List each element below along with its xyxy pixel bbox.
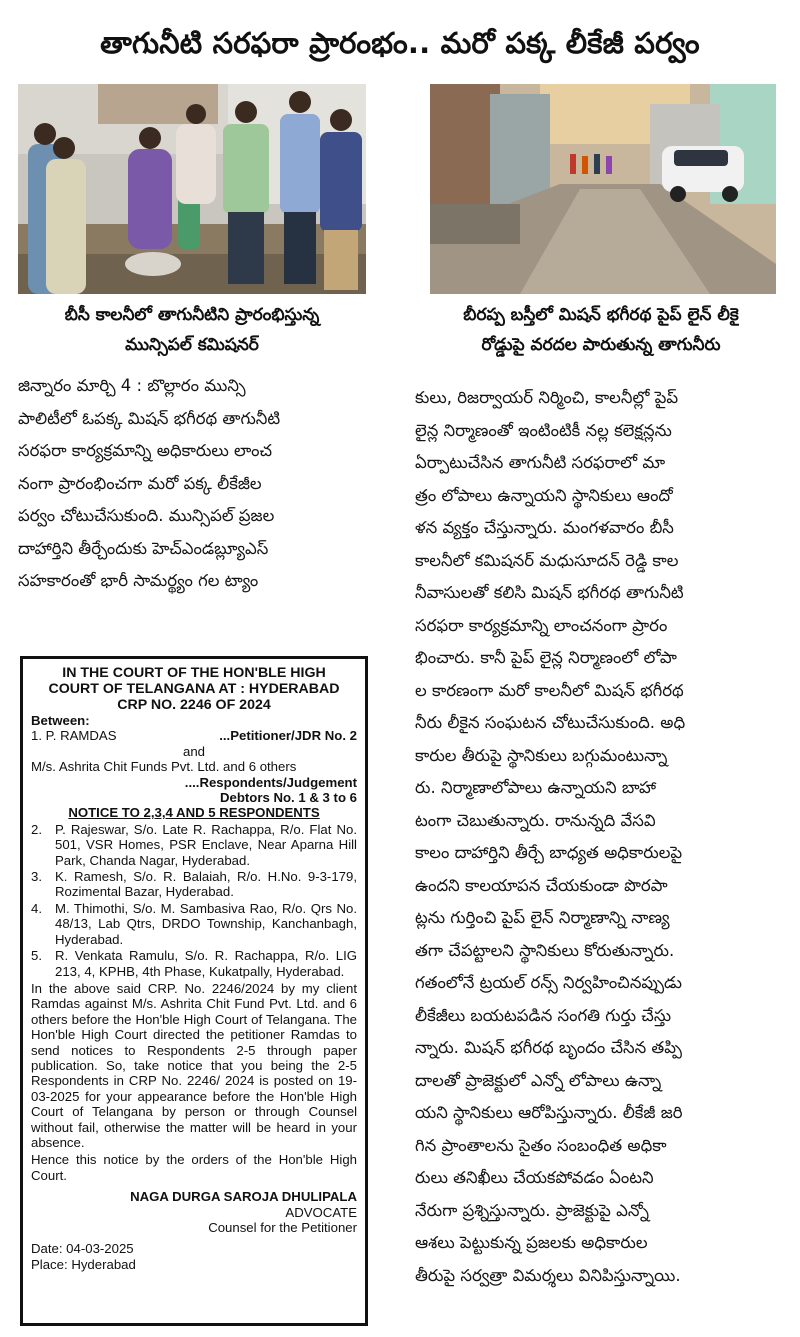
photo-inauguration [18,84,366,294]
photo-leakage [430,84,776,294]
respondent-item [31,822,357,868]
respondent-number: 5. [31,948,42,964]
headline: తాగునీటి సరఫరా ప్రారంభం.. మరో పక్క లీకేజీ పర్వం [100,26,700,60]
court-name-line: IN THE COURT OF THE HON'BLE HIGH [62,665,326,681]
article-line: ళన వ్యక్తం చేస్తున్నారు. మంగళవారం బీసీ [415,518,674,537]
and-label: and [182,743,205,759]
notice-heading: NOTICE TO 2,3,4 AND 5 RESPONDENTS [68,805,320,821]
notice-date: Date: 04-03-2025 [31,1241,134,1257]
advocate-title: ADVOCATE [285,1204,357,1220]
respondent-item [31,901,357,947]
article-line: రులు తనిఖీలు చేయకపోవడం ఏంటని [415,1168,654,1187]
respondents-role: Debtors No. 1 & 3 to 6 [219,790,357,806]
article-line: నీరు లీకైన సంఘటన చోటుచేసుకుంది. అధి [415,713,686,732]
photo-inauguration-image [18,84,366,294]
respondent-number: 2. [31,821,42,837]
caption-right-line: రోడ్డుపై వరదల పారుతున్న తాగునీరు [481,335,721,355]
respondent-item [31,869,357,900]
petitioner-row [31,728,357,743]
article-line: యని స్థానికులు ఆరోపిస్తున్నారు. లీకేజీ జరి [415,1103,683,1122]
respondent-address: M. Thimothi, S/o. M. Sambasiva Rao, R/o. Qrs No. 48/13, Lab Qtrs, DRDO Township, Kanchanbagh, Hyderabad. [55,900,357,947]
article-line: నేరుగా ప్రశ్నిస్తున్నారు. ప్రాజెక్టుపై ఎన్నో [415,1200,649,1220]
article-line: ఆశలు పెట్టుకున్న ప్రజలకు అధికారుల [415,1233,648,1252]
article-line: రు. నిర్మాణాలోపాలు ఉన్నాయని బాహా [415,778,657,797]
case-number: CRP NO. 2246 OF 2024 [117,697,271,713]
notice-place: Place: Hyderabad [31,1256,136,1272]
article-column-right [415,382,787,1292]
article-line: న్నారు. మిషన్ భగీరథ బృందం చేసిన తప్పి [415,1038,682,1057]
article-line: నంగా ప్రారంభించగా మరో పక్క లీకేజీల [18,473,262,493]
respondents-role: ....Respondents/Judgement [184,774,357,790]
photo-leakage-image [430,84,776,294]
article-line: గిన ప్రాంతాలను సైతం సంబంధిత అధికా [415,1135,667,1155]
article-line: ట్లను గుర్తించి పైప్ లైన్ నిర్మాణాన్ని నాణ్య [415,908,670,927]
article-line: దాలతో ప్రాజెక్టులో ఎన్నో లోపాలు ఉన్నా [415,1070,662,1090]
petitioner-role: ...Petitioner/JDR No. 2 [219,728,357,744]
court-notice-box [20,656,368,1326]
article-line: సహకారంతో భారీ సామర్థ్యం గల ట్యాం [18,571,259,590]
respondent-number: 4. [31,900,42,916]
article-line: భించారు. కానీ పైప్ లైన్ల నిర్మాణంలో లోపా [415,648,677,667]
respondent-address: K. Ramesh, S/o. R. Balaiah, R/o. H.No. 9-3-179, Rozimental Bazar, Hyderabad. [55,869,357,900]
notice-order: Hence this notice by the orders of the Hon'ble High Court. [31,1152,357,1183]
article-line: జిన్నారం మార్చి 4 : బొల్లారం మున్సి [18,376,246,395]
caption-right-line: బీరప్ప బస్తీలో మిషన్ భగీరథ పైప్ లైన్ లీకై [463,305,739,325]
respondent-address: R. Venkata Ramulu, S/o. R. Rachappa, R/o. LIG 213, 4, KPHB, 4th Phase, Kukatpally, Hyderabad. [55,948,357,979]
article-column-left [18,370,396,598]
article-line: నీవాసులతో కలిసి మిషన్ భగీరథ తాగునీటి [415,583,684,602]
photo-caption-left [18,300,366,360]
article-line: సరఫరా కార్యక్రమాన్ని అధికారులు లాంచ [18,441,273,460]
advocate-name: NAGA DURGA SAROJA DHULIPALA [130,1189,357,1205]
article-line: కులు, రిజర్వాయర్ నిర్మించి, కాలనీల్లో పైప్ [415,388,679,407]
article-line: ఏర్పాటుచేసిన తాగునీటి సరఫరాలో మా [415,453,666,472]
photo-caption-right [415,300,787,360]
article-line: సరఫరా కార్యక్రమాన్ని లాంచనంగా ప్రారం [415,615,668,635]
respondent-number: 3. [31,869,42,885]
respondent-address: P. Rajeswar, S/o. Late R. Rachappa, R/o. Flat No. 501, VSR Homes, PSR Enclave, Near Aparna Hill Park, Chanda Nagar, Hyderabad. [55,821,357,868]
caption-left-line: బీసీ కాలనీలో తాగునీటిని ప్రారంభిస్తున్న [64,305,320,325]
article-line: తగా చేపట్టాలని స్థానికులు కోరుతున్నారు. [415,940,675,960]
between-label: Between: [31,713,90,728]
article-line: టంగా చెబుతున్నారు. రానున్నది వేసవి [415,810,656,830]
respondents-name: M/s. Ashrita Chit Funds Pvt. Ltd. and 6 others [31,759,297,775]
petitioner-name: 1. P. RAMDAS [31,728,117,744]
article-line: కారుల తీరుపై స్థానికులు బగ్గుమంటున్నా [415,745,668,765]
article-line: ల కారణంగా మరో కాలనీలో మిషన్ భగీరథ [415,680,684,700]
article-line: పాలిటీలో ఓపక్క మిషన్ భగీరథ తాగునీటి [18,408,281,428]
article-line: తీరుపై సర్వత్రా విమర్శలు వినిపిస్తున్నాయి. [415,1265,681,1285]
notice-body: In the above said CRP. No. 2246/2024 by my client Ramdas against M/s. Ashrita Chit Fund Pvt. Ltd. and 6 others before the Hon'ble High Court of Telangana. The Hon'ble High Court directed the petitioner Ramdas to send notices to Respondents 2-5 through paper publication. So, take notice that you being the 2-5 Respondents in CRP No. 2246/ 2024 is posted on 19-03-2025 for your appearance before the Hon'ble High Court of Telangana by person or through Counsel without fail, otherwise the matter will be heard in your absence. [31,980,357,1150]
article-line: కాలనీలో కమిషనర్ మధుసూదన్ రెడ్డి కాల [415,550,679,570]
article-line: పర్వం చోటుచేసుకుంది. మున్సిపల్ ప్రజల [18,506,275,525]
respondent-item [31,948,357,979]
article-line: ఉందని కాలయాపన చేయకుండా పొరపా [415,875,668,895]
article-line: గతంలోనే ట్రయల్ రన్స్ నిర్వహించినప్పుడు [415,973,682,992]
article-line: లైన్ల నిర్మాణంతో ఇంటింటికీ నల్ల కలెక్షన్లను [415,420,672,440]
court-name-line: COURT OF TELANGANA AT : HYDERABAD [48,681,340,697]
caption-left-line: మున్సిపల్ కమిషనర్ [125,335,259,355]
article-line: త్రం లోపాలు ఉన్నాయని స్థానికులు ఆందో [415,485,673,505]
counsel-label: Counsel for the Petitioner [208,1220,357,1235]
article-line: లీకేజీలు బయటపడిన సంగతి గుర్తు చేస్తు [415,1005,672,1025]
article-line: దాహార్తిని తీర్చేందుకు హెచ్ఎండబ్ల్యూఎస్ [18,538,269,558]
article-line: కాలం దాహార్తిని తీర్చే బాధ్యత అధికారులపై [415,843,683,862]
